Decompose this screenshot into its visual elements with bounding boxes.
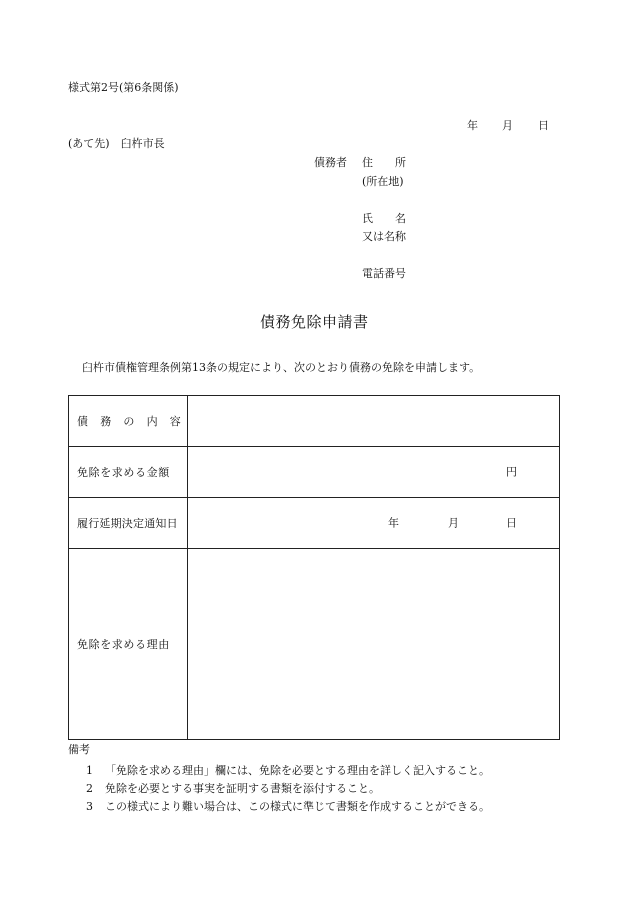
table-row-debt-content [69, 396, 559, 447]
document-title: 債務免除申請書 [260, 313, 369, 331]
debtor-role: 債務者 [314, 156, 347, 169]
amount-label: 免除を求める金額 [69, 446, 188, 497]
table-row-amount [69, 446, 559, 498]
amount-unit: 円 [506, 465, 517, 478]
date-month: 月 [502, 119, 513, 132]
notice-date-field[interactable] [188, 497, 559, 548]
note-text: この様式により難い場合は、この様式に準じて書類を作成することができる。 [105, 800, 490, 813]
table-row-reason [69, 548, 559, 739]
application-table [68, 395, 560, 740]
reason-label: 免除を求める理由 [69, 548, 188, 739]
debt-content-label: 債 務 の 内 容 [69, 396, 188, 446]
note-text: 「免除を求める理由」欄には、免除を必要とする理由を詳しく記入すること。 [105, 764, 490, 777]
notice-date-label: 履行延期決定通知日 [69, 497, 188, 548]
intro-text: 臼杵市債権管理条例第13条の規定により、次のとおり債務の免除を申請します。 [82, 361, 481, 374]
reason-field[interactable] [188, 548, 559, 739]
name-label: 氏 名 [362, 212, 406, 225]
phone-label: 電話番号 [362, 267, 406, 280]
address-label: 住 所 [362, 156, 406, 169]
table-row-notice-date [69, 497, 559, 549]
notice-date-day: 日 [506, 516, 517, 529]
note-number: 2 [86, 782, 93, 795]
date-day: 日 [538, 119, 549, 132]
notice-date-month: 月 [448, 516, 459, 529]
note-number: 3 [86, 800, 93, 813]
form-number: 様式第2号(第6条関係) [68, 81, 179, 94]
addressee: (あて先) 臼杵市長 [68, 137, 165, 150]
notes-heading: 備考 [68, 743, 90, 756]
note-number: 1 [86, 764, 93, 777]
note-text: 免除を必要とする事実を証明する書類を添付すること。 [105, 782, 380, 795]
name-sublabel: 又は名称 [362, 230, 406, 243]
debt-content-field[interactable] [188, 396, 559, 446]
address-sublabel: (所在地) [362, 175, 404, 188]
date-year: 年 [467, 119, 478, 132]
amount-field[interactable] [188, 446, 559, 497]
notice-date-year: 年 [388, 516, 399, 529]
